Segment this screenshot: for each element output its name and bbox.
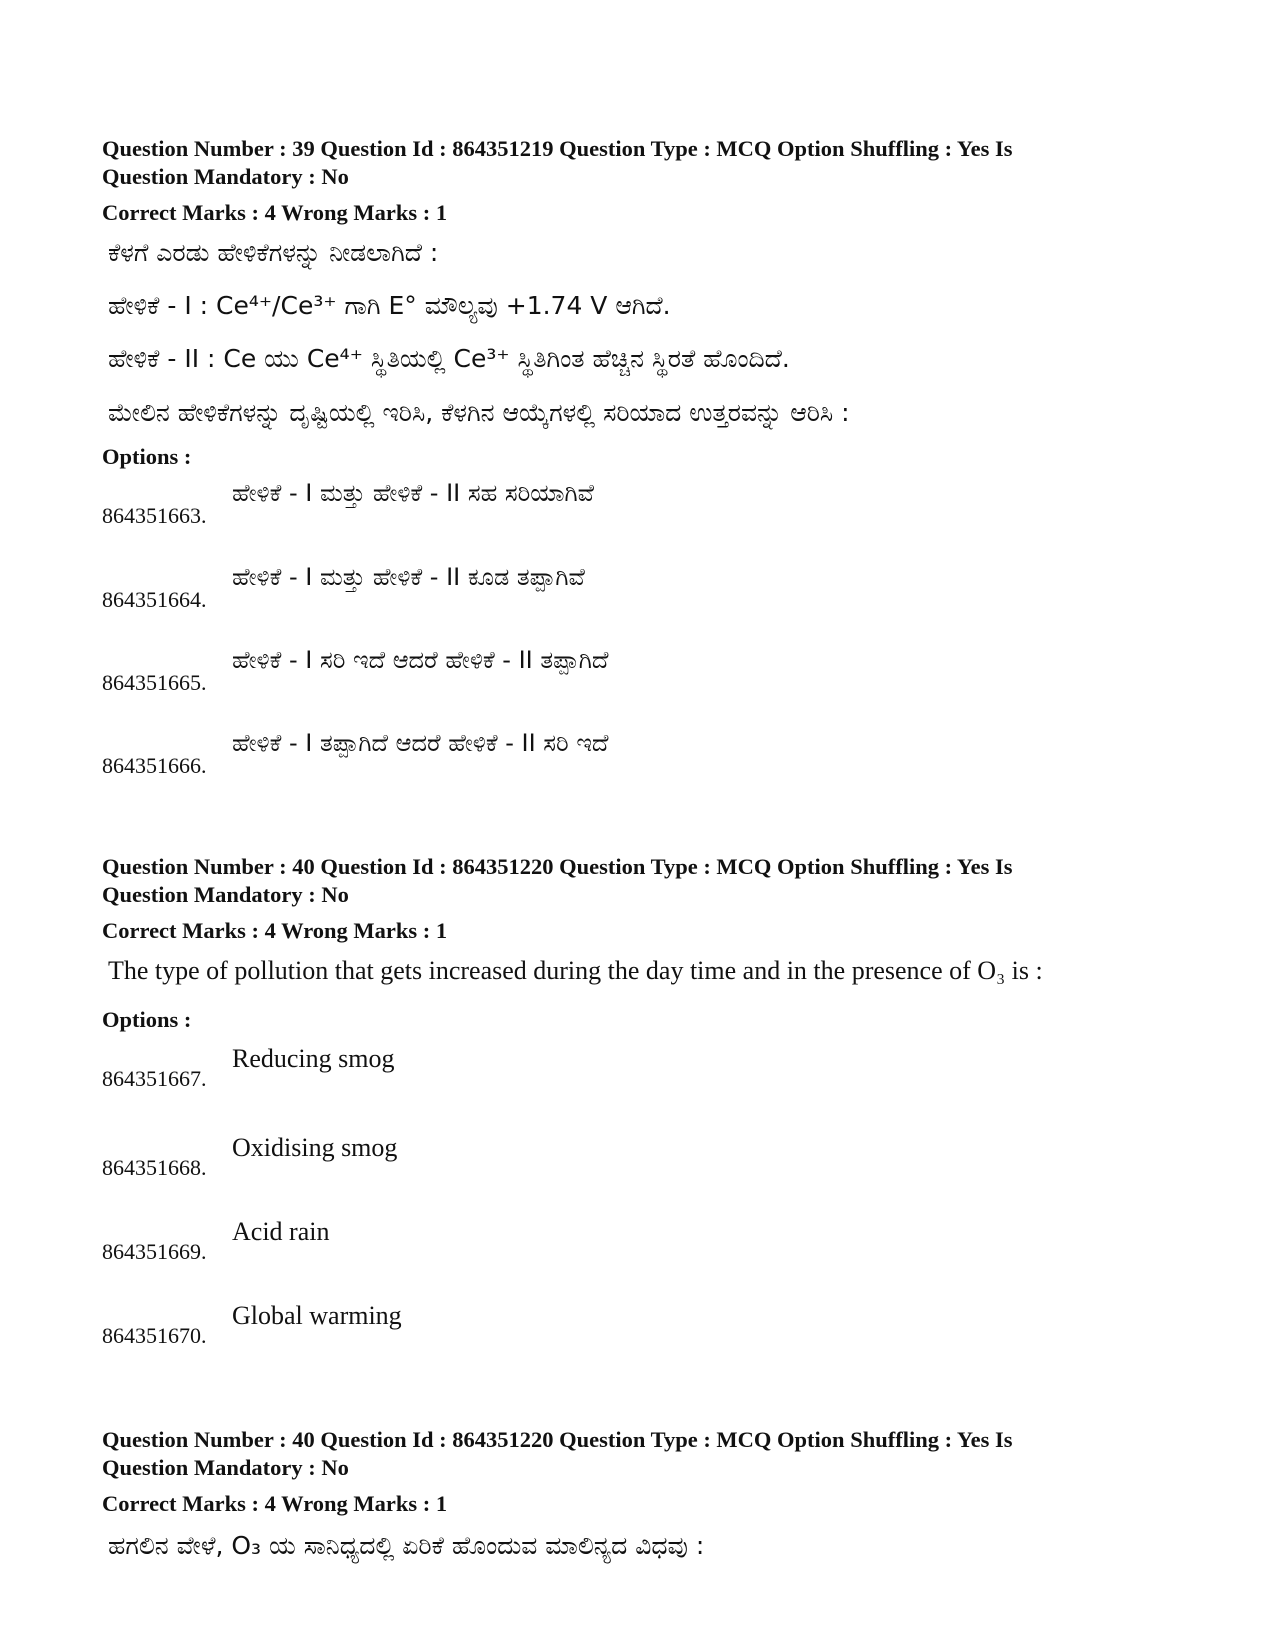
- q40k-marks: Correct Marks : 4 Wrong Marks : 1: [102, 1491, 448, 1516]
- q40-option-4-id: 864351670.: [102, 1323, 207, 1348]
- q39-option-4-id: 864351666.: [102, 753, 207, 778]
- q40k-header-line1: Question Number : 40 Question Id : 864351220 Question Type : MCQ Option Shuffling : Yes Is: [102, 1427, 1013, 1452]
- q39-header-line2: Question Mandatory : No: [102, 164, 349, 189]
- q39-option-1-id: 864351663.: [102, 503, 207, 528]
- q40-option-3-id: 864351669.: [102, 1239, 207, 1264]
- q40-option-1-text: Reducing smog: [232, 1044, 395, 1073]
- q40-stem: The type of pollution that gets increased during the day time and in the presence of O₃ is :: [108, 956, 1043, 985]
- q39-stem-line1: ಕೆಳಗೆ ಎರಡು ಹೇಳಿಕೆಗಳನ್ನು ನೀಡಲಾಗಿದೆ :: [108, 238, 439, 267]
- q39-stem-line3: ಹೇಳಿಕೆ - II : Ce ಯು Ce⁴⁺ ಸ್ಥಿತಿಯಲ್ಲಿ Ce³⁺ ಸ್ಥಿತಿಗಿಂತ ಹೆಚ್ಚಿನ ಸ್ಥಿರತೆ ಹೊಂದಿದೆ.: [108, 344, 790, 373]
- q40-options-label: Options :: [102, 1007, 192, 1032]
- q40-header-line2: Question Mandatory : No: [102, 882, 349, 907]
- q40-header-line1: Question Number : 40 Question Id : 864351220 Question Type : MCQ Option Shuffling : Yes Is: [102, 854, 1013, 879]
- q39-option-4-text: ಹೇಳಿಕೆ - I ತಪ್ಪಾಗಿದೆ ಆದರೆ ಹೇಳಿಕೆ - II ಸರಿ ಇದೆ: [232, 729, 609, 757]
- q39-option-3-id: 864351665.: [102, 670, 207, 695]
- q40-option-2-id: 864351668.: [102, 1155, 207, 1180]
- q39-marks: Correct Marks : 4 Wrong Marks : 1: [102, 200, 448, 225]
- q40-option-3-text: Acid rain: [232, 1217, 330, 1246]
- q40k-stem: ಹಗಲಿನ ವೇಳೆ, O₃ ಯ ಸಾನಿಧ್ಯದಲ್ಲಿ ಏರಿಕೆ ಹೊಂದುವ ಮಾಲಿನ್ಯದ ವಿಧವು :: [108, 1531, 705, 1560]
- q39-option-1-text: ಹೇಳಿಕೆ - I ಮತ್ತು ಹೇಳಿಕೆ - II ಸಹ ಸರಿಯಾಗಿವೆ: [232, 479, 594, 507]
- q39-header-line1: Question Number : 39 Question Id : 864351219 Question Type : MCQ Option Shuffling : Yes Is: [102, 136, 1013, 161]
- q40-option-4-text: Global warming: [232, 1301, 402, 1330]
- q39-stem-line4: ಮೇಲಿನ ಹೇಳಿಕೆಗಳನ್ನು ದೃಷ್ಟಿಯಲ್ಲಿ ಇರಿಸಿ, ಕೆಳಗಿನ ಆಯ್ಕೆಗಳಲ್ಲಿ ಸರಿಯಾದ ಉತ್ತರವನ್ನು ಆರಿಸಿ :: [108, 398, 850, 427]
- q40-option-2-text: Oxidising smog: [232, 1133, 398, 1162]
- q39-option-3-text: ಹೇಳಿಕೆ - I ಸರಿ ಇದೆ ಆದರೆ ಹೇಳಿಕೆ - II ತಪ್ಪಾಗಿದೆ: [232, 646, 609, 674]
- q39-option-2-text: ಹೇಳಿಕೆ - I ಮತ್ತು ಹೇಳಿಕೆ - II ಕೂಡ ತಪ್ಪಾಗಿವೆ: [232, 563, 585, 591]
- q40-option-1-id: 864351667.: [102, 1066, 207, 1091]
- q39-option-2-id: 864351664.: [102, 587, 207, 612]
- q39-options-label: Options :: [102, 444, 192, 469]
- q40-marks: Correct Marks : 4 Wrong Marks : 1: [102, 918, 448, 943]
- q39-stem-line2: ಹೇಳಿಕೆ - I : Ce⁴⁺/Ce³⁺ ಗಾಗಿ E° ಮೌಲ್ಯವು +1.74 V ಆಗಿದೆ.: [108, 291, 671, 320]
- q40k-header-line2: Question Mandatory : No: [102, 1455, 349, 1480]
